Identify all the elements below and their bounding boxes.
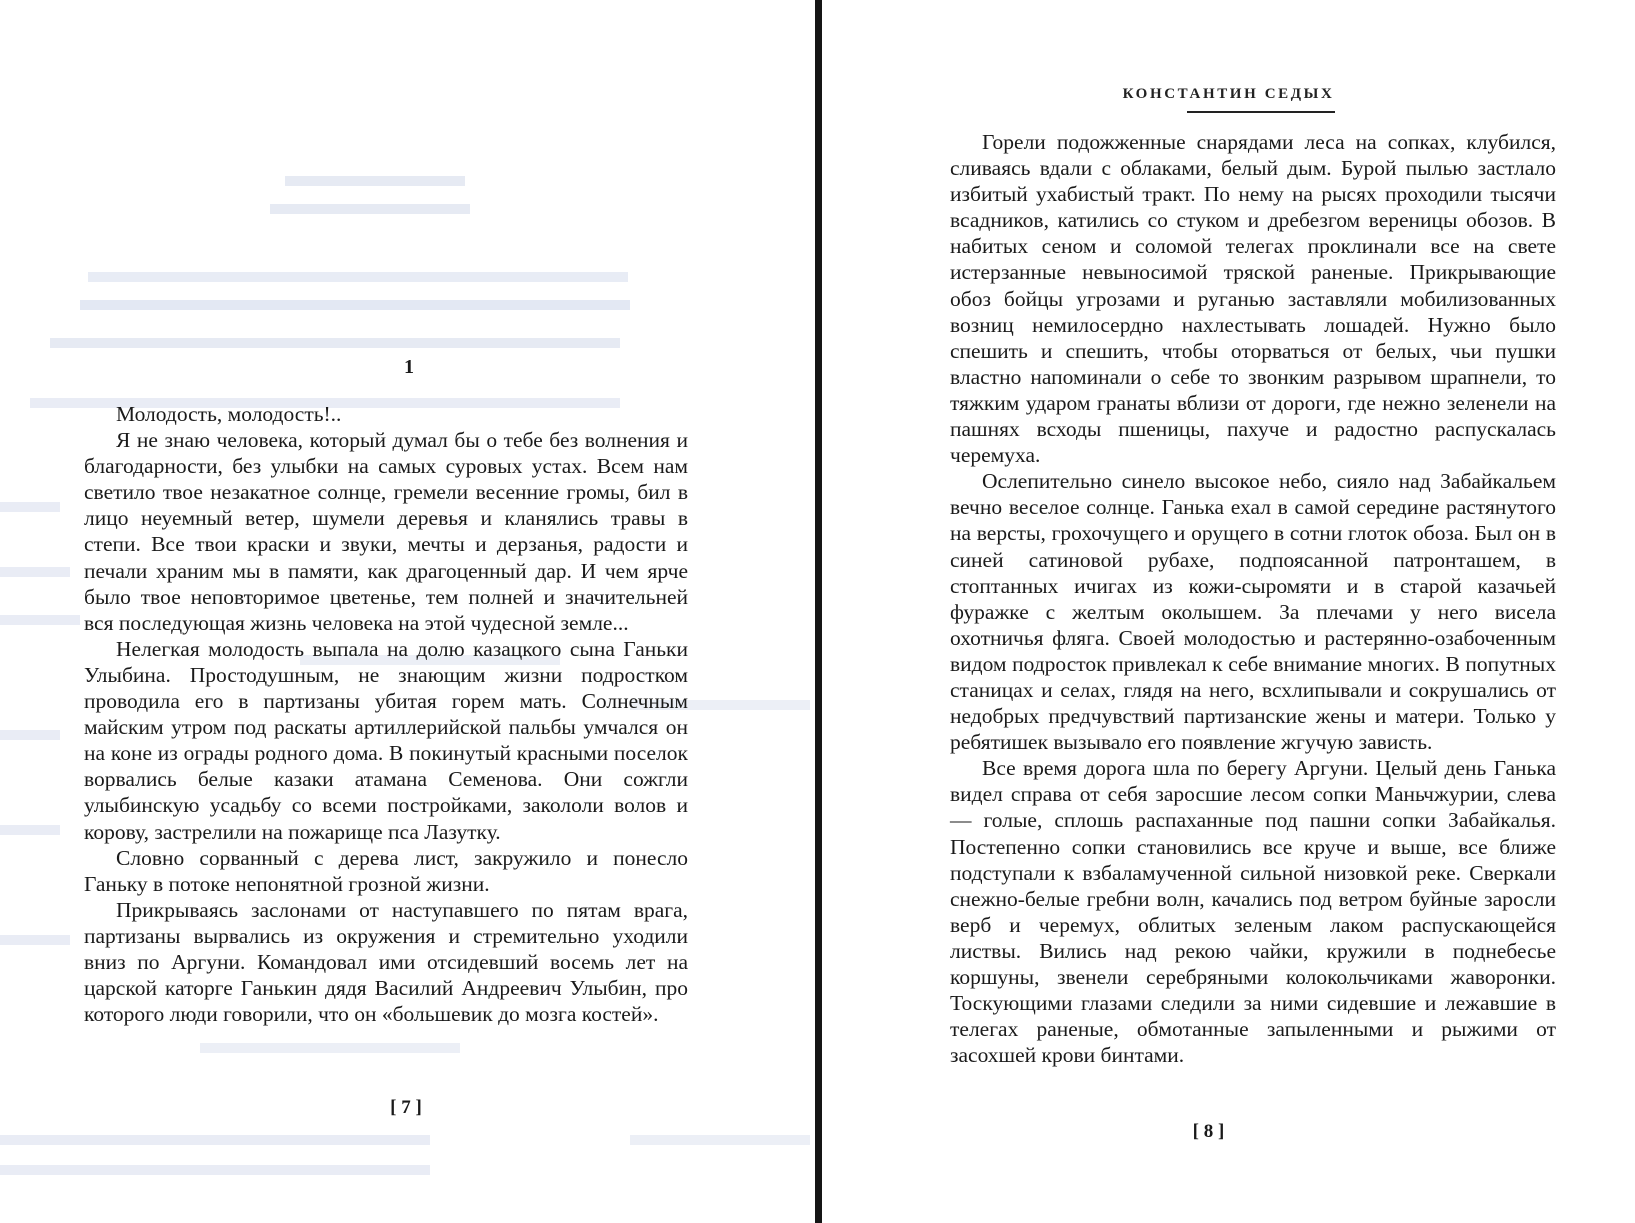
bleed-through-ghost (0, 615, 80, 625)
paragraph: Горели подожженные снарядами леса на сопках, клубился, сливаясь вдали с облаками, белый дым. Бурой пылью застлало избитый ухабистый тракт. По нему на рысях проходили тысячи всадников, катились со стуком и дребезгом вереницы обозов. В набитых сеном и соломой телегах проклинали все на свете истерзанные невыносимой тряской раненые. Прикрывающие обоз бойцы угрозами и руганью заставляли мобилизованных возниц немилосердно нахлестывать лошадей. Нужно было спешить и спешить, чтобы оторваться от белых, чьи пушки властно напоминали о себе то звонким разрывом шрапнели, то тяжким ударом гранаты вблизи от дороги, где нежно зеленели на пашнях всходы пшеницы, пахуче и радостно распускалась черемуха. (950, 130, 1556, 468)
bleed-through-ghost (200, 1043, 460, 1053)
paragraph: Молодость, молодость!.. (116, 402, 342, 426)
bleed-through-ghost (285, 176, 465, 186)
page-number: [ 8 ] (1192, 1121, 1225, 1142)
bleed-through-ghost (0, 502, 60, 512)
bleed-through-ghost (0, 1135, 430, 1145)
bleed-through-ghost (0, 730, 60, 740)
paragraph: Прикрываясь заслонами от наступавшего по пятам врага, партизаны вырвались из окружения и стремительно уходили вниз по Аргуни. Командовал ими отсидевший восемь лет на царской каторге Ганькин дядя Василий Андреевич Улыбин, про которого люди говорили, что он «большевик до мозга костей». (84, 897, 688, 1027)
bleed-through-ghost (0, 567, 70, 577)
bleed-through-ghost (50, 338, 620, 348)
bleed-through-ghost (270, 204, 470, 214)
running-head-rule (1187, 111, 1335, 113)
bleed-through-ghost (0, 1165, 430, 1175)
running-head: КОНСТАНТИН СЕДЫХ (1122, 86, 1335, 102)
paragraph: Словно сорванный с дерева лист, закружило и понесло Ганьку в потоке непонятной грозной жизни. (84, 845, 688, 896)
left-page-body (84, 401, 688, 1027)
paragraph: Нелегкая молодость выпала на долю казацкого сына Ганьки Улыбина. Простодушным, не знающим жизни подростком проводила его в партизаны убитая горем мать. Солнечным майским утром под раскаты артиллерийской пальбы умчался он на коне из ограды родного дома. В покинутый красными поселок ворвались белые казаки атамана Семенова. Они сожгли улыбинскую усадьбу со всеми постройками, закололи волов и корову, застрелили на пожарище пса Лазутку. (84, 636, 688, 844)
chapter-number: 1 (404, 356, 414, 378)
page-number: [ 7 ] (390, 1097, 422, 1118)
bleed-through-ghost (630, 1135, 810, 1145)
right-page (822, 0, 1635, 1223)
right-page-body (950, 129, 1556, 1068)
bleed-through-ghost (88, 272, 628, 282)
paragraph: Все время дорога шла по берегу Аргуни. Целый день Ганька видел справа от себя заросшие лесом сопки Маньчжурии, слева — голые, сплошь распаханные под пашни сопки Забайкалья. Постепенно сопки становились все круче и выше, все ближе подступали к взбаламученной сильной низовкой реке. Сверкали снежно-белые гребни волн, качались под ветром буйные заросли верб и черемух, облитых зеленым лаком распускающейся листвы. Вились над рекою чайки, кружили в поднебесье коршуны, звенели серебряными колокольчиками жаворонки. Тоскующими глазами следили за ними сидевшие и лежавшие в телегах раненые, обмотанные запыленными и рыжими от засохшей крови бинтами. (950, 756, 1556, 1068)
bleed-through-ghost (0, 825, 60, 835)
book-gutter (815, 0, 822, 1223)
bleed-through-ghost (0, 935, 70, 945)
paragraph: Я не знаю человека, который думал бы о тебе без волнения и благодарности, без улыбки на самых суровых устах. Всем нам светило твое незакатное солнце, гремели весенние громы, бил в лицо неуемный ветер, шумели деревья и кланялись травы в степи. Все твои краски и звуки, мечты и дерзанья, радости и печали храним мы в памяти, как драгоценный дар. И чем ярче было твое неповторимое цветенье, тем полней и значительней вся последующая жизнь человека на этой чудесной земле... (84, 428, 688, 635)
paragraph: Ослепительно синело высокое небо, сияло над Забайкальем вечно веселое солнце. Ганька ехал в самой середине растянутого на версты, грохочущего и орущего в сотни глоток обоза. Был он в синей сатиновой рубахе, подпоясанной патронташем, в стоптанных ичигах из кожи-сыромяти и в старой казачьей фуражке с желтым околышем. За плечами у него висела охотничья фляга. Своей молодостью и растерянно-озабоченным видом подросток привлекал к себе внимание многих. В попутных станицах и селах, глядя на него, всхлипывали и сокрушались от недобрых предчувствий партизанские жены и матери. Только у ребятишек вызывало его появление жгучую зависть. (950, 469, 1556, 755)
bleed-through-ghost (80, 300, 630, 310)
